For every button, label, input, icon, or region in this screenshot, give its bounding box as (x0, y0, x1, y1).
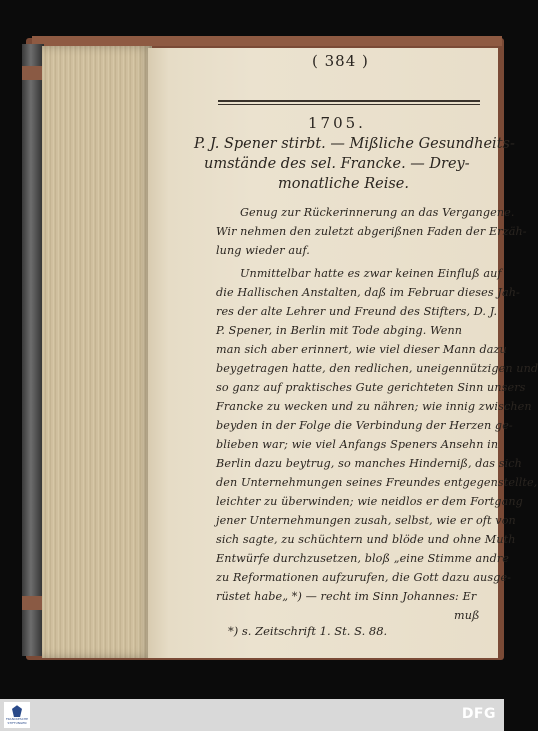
body-line: blieben war; wie viel Anfangs Speners Ansehn in (216, 438, 499, 451)
book-page (148, 48, 538, 658)
spine-band (22, 66, 44, 80)
page-stack (42, 46, 152, 658)
body-line: jener Unternehmungen zusah, selbst, wie er oft von (216, 514, 516, 527)
body-line: Entwürfe durchzusetzen, bloß „eine Stimme andre (216, 552, 510, 565)
body-line: Berlin dazu beytrug, so manches Hinderniß, das sich (216, 457, 522, 470)
body-line: so ganz auf praktisches Gute gerichteten Sinn unsers (216, 381, 526, 394)
body-line: die Hallischen Anstalten, daß im Februar dieses Jah- (216, 286, 520, 299)
body-line: P. Spener, in Berlin mit Tode abging. Wenn (216, 324, 463, 337)
logo-caption: FRANCKESCHE STIFTUNGEN (5, 717, 29, 725)
year-heading: 1705. (308, 114, 366, 132)
body-line: Francke zu wecken und zu nähren; wie innig zwischen (216, 400, 532, 413)
book-spine (22, 44, 44, 656)
catchword: muß (454, 609, 480, 622)
footnote: *) s. Zeitschrift 1. St. S. 88. (228, 624, 388, 638)
book (22, 36, 538, 664)
body-line: den Unternehmungen seines Freundes entgegenstellte, (216, 476, 538, 489)
chapter-heading-line: umstände des sel. Francke. — Drey- (204, 156, 470, 172)
body-line: rüstet habe„ *) — recht im Sinn Johannes: Er (216, 590, 477, 603)
chapter-heading-line: monatliche Reise. (278, 176, 409, 192)
body-line: Wir nehmen den zuletzt abgerißnen Faden der Erzäh- (216, 225, 527, 238)
institution-logo (4, 702, 30, 728)
emblem-icon (12, 705, 22, 717)
page-number: ( 384 ) (312, 52, 369, 70)
body-line: beyden in der Folge die Verbindung der Herzen ge- (216, 419, 513, 432)
cover-top-edge (32, 36, 502, 46)
body-line: Unmittelbar hatte es zwar keinen Einfluß auf (240, 267, 502, 280)
body-line: Genug zur Rückerinnerung an das Vergangene. (240, 206, 515, 219)
viewer-footer-bar (0, 699, 504, 731)
header-rule-thin (218, 104, 480, 105)
body-line: lung wieder auf. (216, 244, 310, 257)
body-line: beygetragen hatte, den redlichen, uneigennützigen und (216, 362, 538, 375)
body-line: leichter zu überwinden; wie neidlos er dem Fortgang (216, 495, 523, 508)
chapter-heading-line: P. J. Spener stirbt. — Mißliche Gesundheits- (194, 136, 515, 152)
body-line: zu Reformationen aufzurufen, die Gott dazu ausge- (216, 571, 512, 584)
dfg-logo: DFG (461, 706, 496, 722)
body-line: sich sagte, zu schüchtern und blöde und ohne Muth (216, 533, 516, 546)
spine-band (22, 596, 44, 610)
body-line: res der alte Lehrer und Freund des Stifters, D. J. (216, 305, 498, 318)
body-line: man sich aber erinnert, wie viel dieser Mann dazu (216, 343, 507, 356)
header-rule (218, 100, 480, 102)
